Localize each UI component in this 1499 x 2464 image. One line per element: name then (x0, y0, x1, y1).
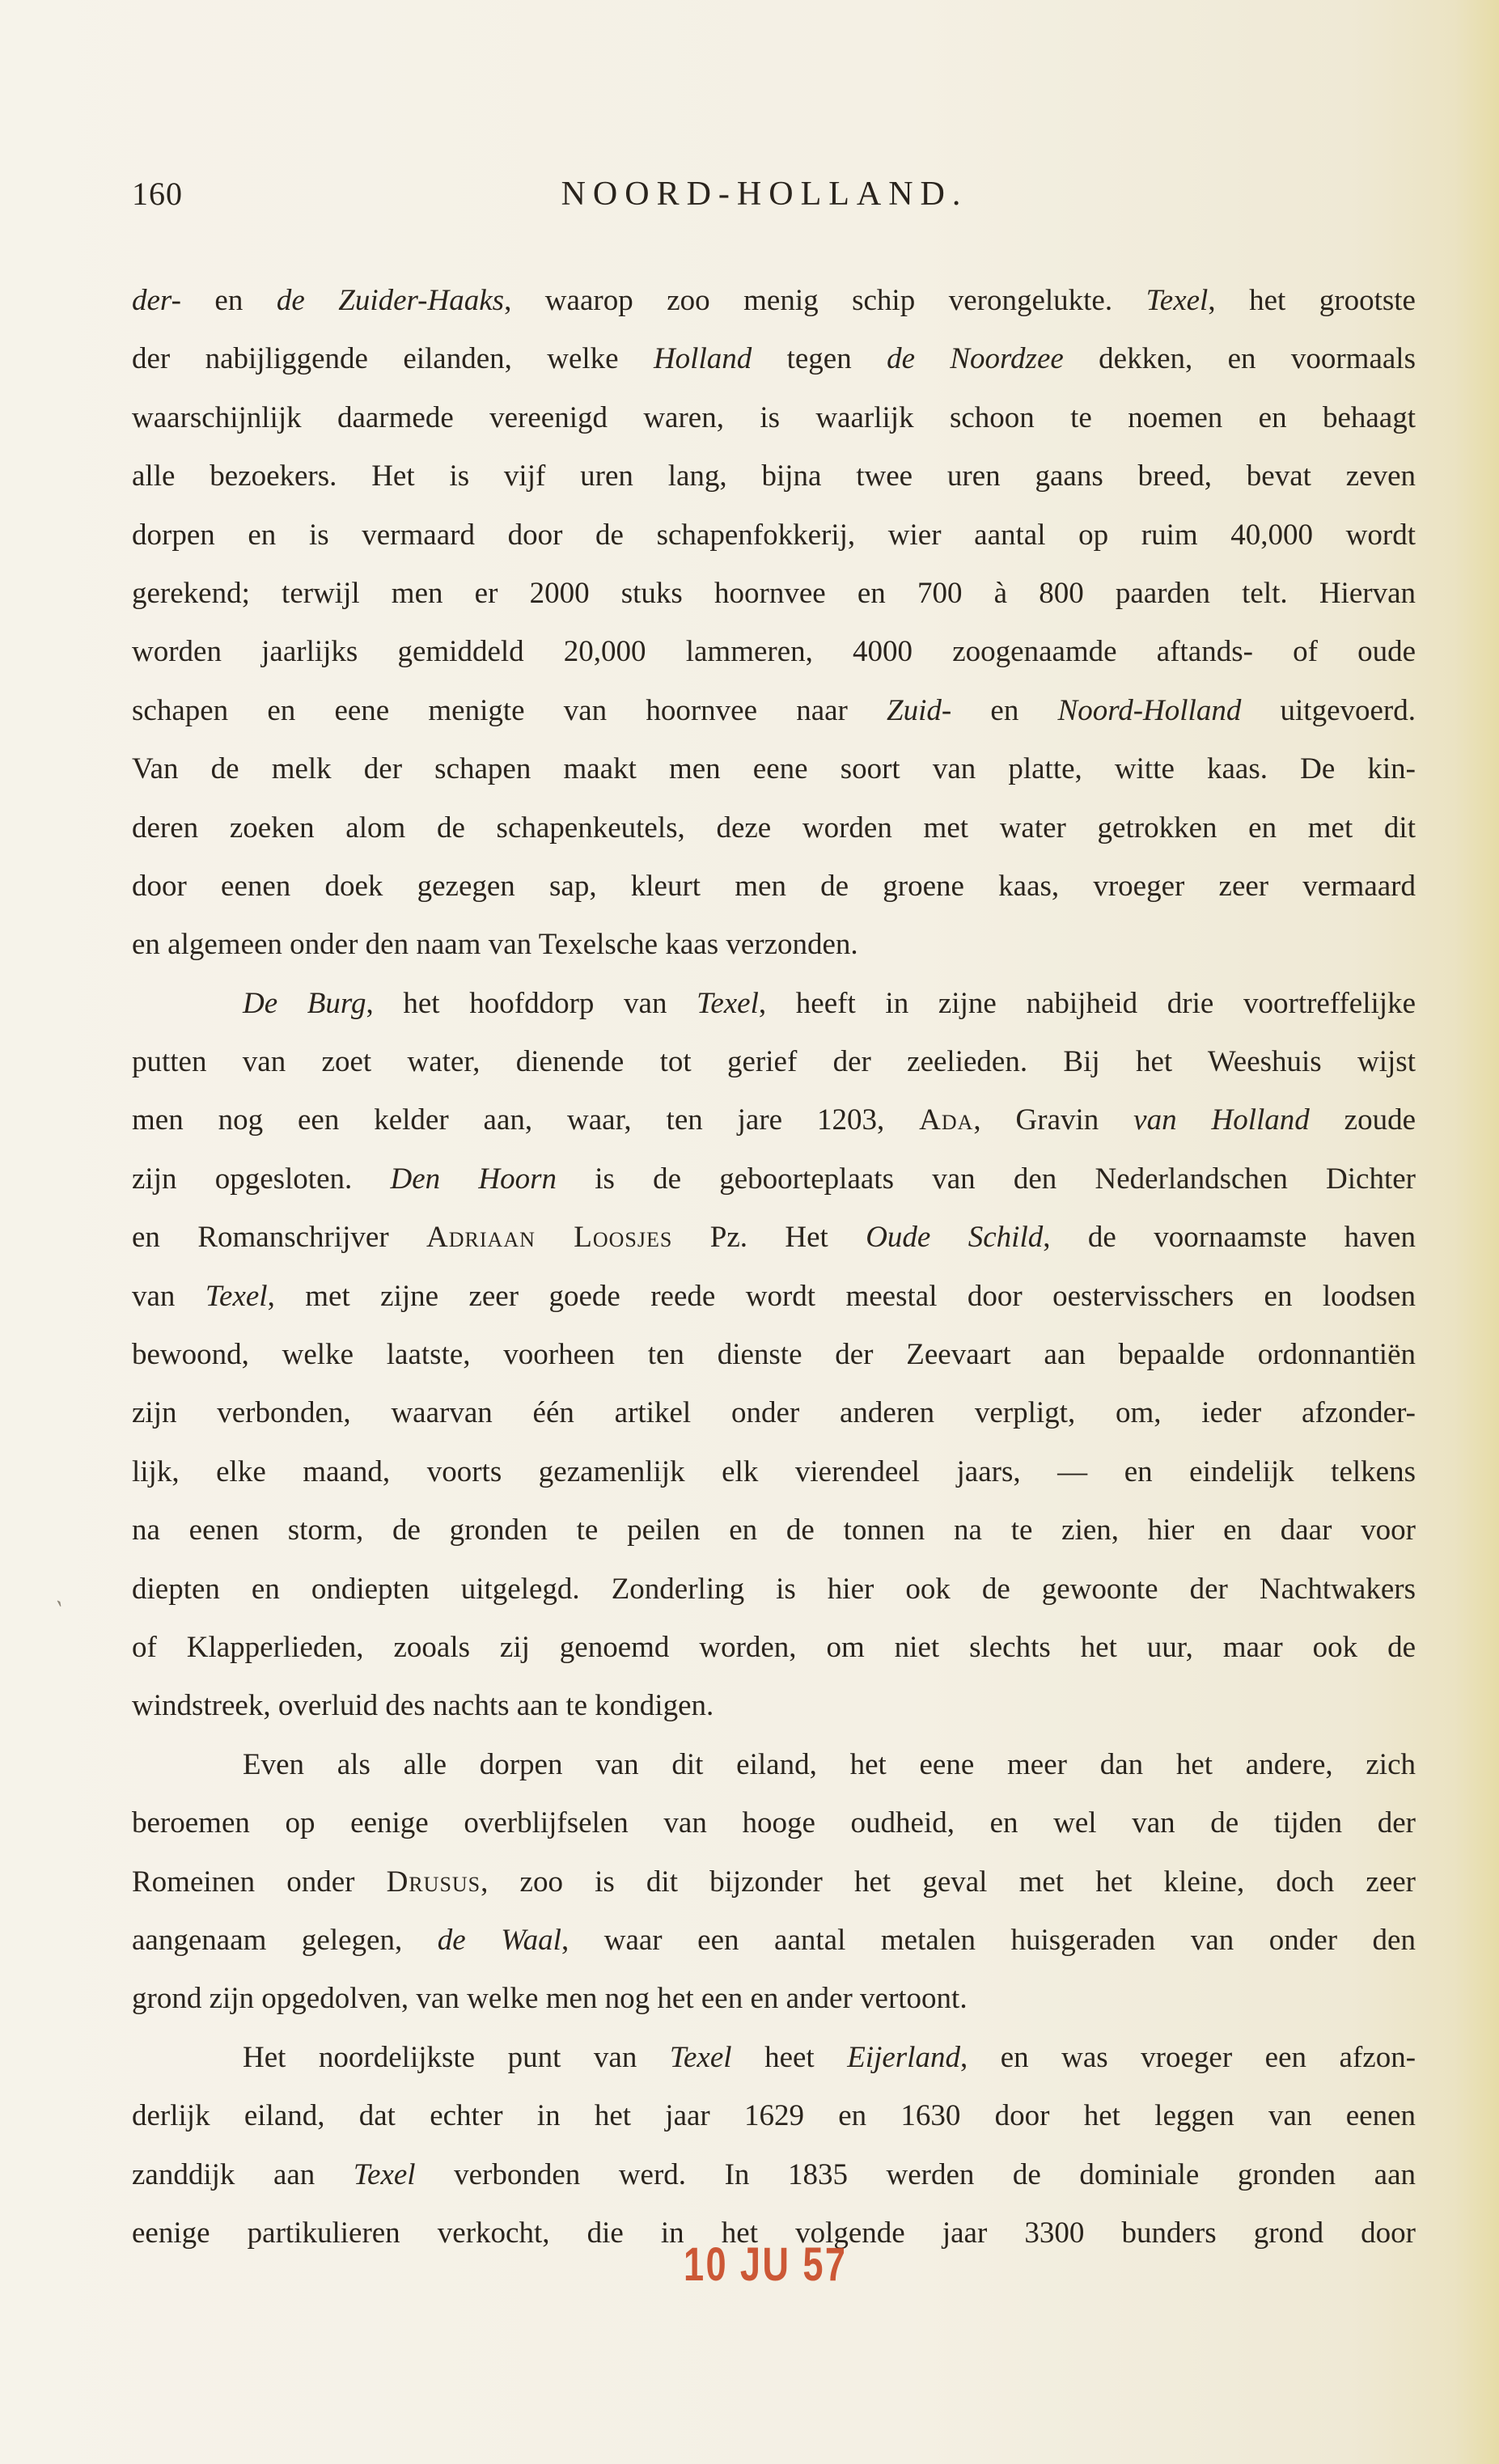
text-line (132, 682, 1416, 740)
text-segment: men nog een kelder aan, waar, ten jare 1203, (132, 1103, 920, 1137)
text-line (132, 2029, 1416, 2087)
text-line (132, 1209, 1416, 1267)
text-segment: na eenen storm, de gronden te peilen en de tonnen na te zien, hier en daar voor (132, 1514, 1416, 1547)
text-segment: of Klapperlieden, zooals zij genoemd worden, om niet slechts het uur, maar ook de (132, 1630, 1416, 1664)
text-segment: door eenen doek gezegen sap, kleurt men de groene kaas, vroeger zeer vermaard (132, 869, 1416, 903)
text-line (132, 799, 1416, 857)
italic-text: Texel (353, 2157, 416, 2191)
text-segment: van (132, 1279, 205, 1313)
text-segment: verbonden werd. In 1835 werden de dominiale gronden aan (415, 2157, 1416, 2191)
text-segment: , met zijne zeer goede reede wordt meestal door oestervisschers en loodsen (267, 1279, 1416, 1313)
text-segment: der nabijliggende eilanden, welke (132, 342, 654, 376)
text-segment: deren zoeken alom de schapenkeutels, deze worden met water getrokken en met dit (132, 811, 1416, 845)
small-caps-name: Ada (919, 1103, 974, 1137)
text-line (132, 1794, 1416, 1852)
text-segment: , zoo is dit bijzonder het geval met het kleine, doch zeer (481, 1865, 1416, 1899)
italic-text: Eijerland (847, 2040, 960, 2074)
text-line (132, 1268, 1416, 1326)
text-segment: alle bezoekers. Het is vijf uren lang, bijna twee uren gaans breed, bevat zeven (132, 459, 1416, 493)
italic-text: Texel (669, 2040, 732, 2074)
text-line (132, 1091, 1416, 1149)
italic-text: Texel (697, 986, 759, 1020)
text-segment: tegen (752, 342, 887, 376)
text-line (132, 1677, 1416, 1735)
text-line (132, 1033, 1416, 1091)
text-segment: , waar een aantal metalen huisgeraden van onder den (561, 1923, 1416, 1957)
text-line (132, 565, 1416, 623)
text-segment: , het grootste (1208, 284, 1416, 317)
text-line (132, 1853, 1416, 1912)
text-segment: en (951, 693, 1058, 727)
text-segment: schapen en eene menigte van hoornvee naar (132, 693, 887, 727)
text-segment: Even als alle dorpen van dit eiland, het eene meer dan het andere, zich (243, 1747, 1416, 1781)
italic-text: de Noordzee (887, 342, 1064, 376)
text-line (132, 1619, 1416, 1677)
text-segment: , waarop zoo menig schip verongelukte. (504, 284, 1146, 317)
text-segment: Het noordelijkste punt van (243, 2040, 670, 2074)
text-segment: , het hoofddorp van (366, 986, 697, 1020)
text-line (132, 1384, 1416, 1442)
text-segment: uitgevoerd. (1241, 693, 1416, 727)
text-line (132, 740, 1416, 798)
margin-mark: ˏ (53, 1577, 75, 1608)
text-line (132, 623, 1416, 681)
text-segment: grond zijn opgedolven, van welke men nog het een en ander vertoont. (132, 1982, 968, 2016)
text-segment: , heeft in zijne nabijheid drie voortreffelijke (758, 986, 1416, 1020)
text-line (132, 1501, 1416, 1560)
text-line (132, 857, 1416, 916)
text-segment: dekken, en voormaals (1063, 342, 1416, 376)
text-segment: , Gravin (973, 1103, 1134, 1137)
text-segment: lijk, elke maand, voorts gezamenlijk elk vierendeel jaars, — en eindelijk telkens (132, 1454, 1416, 1488)
text-segment: is de geboorteplaats van den Nederlandschen Dichter (556, 1162, 1416, 1196)
text-segment: diepten en ondiepten uitgelegd. Zonderling is hier ook de gewoonte der Nachtwakers (132, 1572, 1416, 1606)
text-segment: waarschijnlijk daarmede vereenigd waren, is waarlijk schoon te noemen en behaagt (132, 400, 1416, 434)
text-segment: aangenaam gelegen, (132, 1923, 438, 1957)
text-segment: , de voornaamste haven (1043, 1221, 1416, 1255)
text-segment: beroemen op eenige overblijfselen van hooge oudheid, en wel van de tijden der (132, 1806, 1416, 1840)
text-segment: en Romanschrijver (132, 1221, 427, 1255)
running-head: NOORD-HOLLAND. (561, 176, 968, 213)
text-line (132, 1560, 1416, 1619)
text-line (132, 1443, 1416, 1501)
text-segment: derlijk eiland, dat echter in het jaar 1629 en 1630 door het leggen van eenen (132, 2099, 1416, 2133)
page-number: 160 (132, 176, 183, 212)
text-segment: bewoond, welke laatste, voorheen ten dienste der Zeevaart aan bepaalde ordonnantiën (132, 1338, 1416, 1372)
italic-text: De Burg (243, 986, 366, 1020)
date-stamp: 10 JU 57 (684, 2238, 848, 2291)
italic-text: der- (132, 284, 181, 317)
text-line (132, 1150, 1416, 1209)
text-line (132, 389, 1416, 447)
italic-text: de Waal (437, 1923, 561, 1957)
text-line (132, 1970, 1416, 2028)
small-caps-name: Adriaan Loosjes (426, 1221, 673, 1255)
text-segment: , en was vroeger een afzon- (959, 2040, 1416, 2074)
text-segment: Van de melk der schapen maakt men eene soort van platte, witte kaas. De kin- (132, 752, 1416, 786)
text-segment: worden jaarlijks gemiddeld 20,000 lammeren, 4000 zoogenaamde aftands- of oude (132, 635, 1416, 669)
italic-text: Holland (653, 342, 752, 376)
text-line (132, 1326, 1416, 1384)
text-line (132, 506, 1416, 565)
text-segment: Romeinen onder (132, 1865, 387, 1899)
text-line (132, 272, 1416, 330)
text-segment: eenige partikulieren verkocht, die in het volgende jaar 3300 bunders grond door (132, 2216, 1416, 2250)
text-segment: en algemeen onder den naam van Texelsche kaas verzonden. (132, 928, 858, 962)
text-segment: putten van zoet water, dienende tot gerief der zeelieden. Bij het Weeshuis wijst (132, 1045, 1416, 1079)
italic-text: Noord-Holland (1057, 693, 1242, 727)
italic-text: van Holland (1133, 1103, 1310, 1137)
text-segment: en (180, 284, 277, 317)
text-line (132, 2146, 1416, 2204)
text-segment: zoude (1309, 1103, 1416, 1137)
text-segment: windstreek, overluid des nachts aan te kondigen. (132, 1689, 714, 1723)
small-caps-name: Drusus (386, 1865, 481, 1899)
text-segment: gerekend; terwijl men er 2000 stuks hoornvee en 700 à 800 paarden telt. Hiervan (132, 576, 1416, 610)
text-line (132, 447, 1416, 506)
italic-text: Oude Schild (866, 1221, 1044, 1255)
text-segment: heet (731, 2040, 848, 2074)
italic-text: Texel (1145, 284, 1209, 317)
text-line (132, 330, 1416, 388)
text-segment: zijn opgesloten. (132, 1162, 391, 1196)
text-segment: zijn verbonden, waarvan één artikel onder anderen verpligt, om, ieder afzonder- (132, 1396, 1416, 1430)
text-line (132, 1912, 1416, 1970)
text-segment: Pz. Het (672, 1221, 866, 1255)
text-line (132, 916, 1416, 974)
page-header (132, 175, 1394, 223)
text-segment: zanddijk aan (132, 2157, 354, 2191)
text-segment: dorpen en is vermaard door de schapenfokkerij, wier aantal op ruim 40,000 wordt (132, 518, 1416, 552)
italic-text: Texel (205, 1279, 268, 1313)
text-line (132, 1736, 1416, 1794)
italic-text: Den Hoorn (390, 1162, 557, 1196)
italic-text: Zuid- (887, 693, 952, 727)
body-text (132, 272, 1416, 2263)
text-line (132, 975, 1416, 1033)
italic-text: de Zuider-Haaks (276, 284, 505, 317)
text-line (132, 2087, 1416, 2145)
